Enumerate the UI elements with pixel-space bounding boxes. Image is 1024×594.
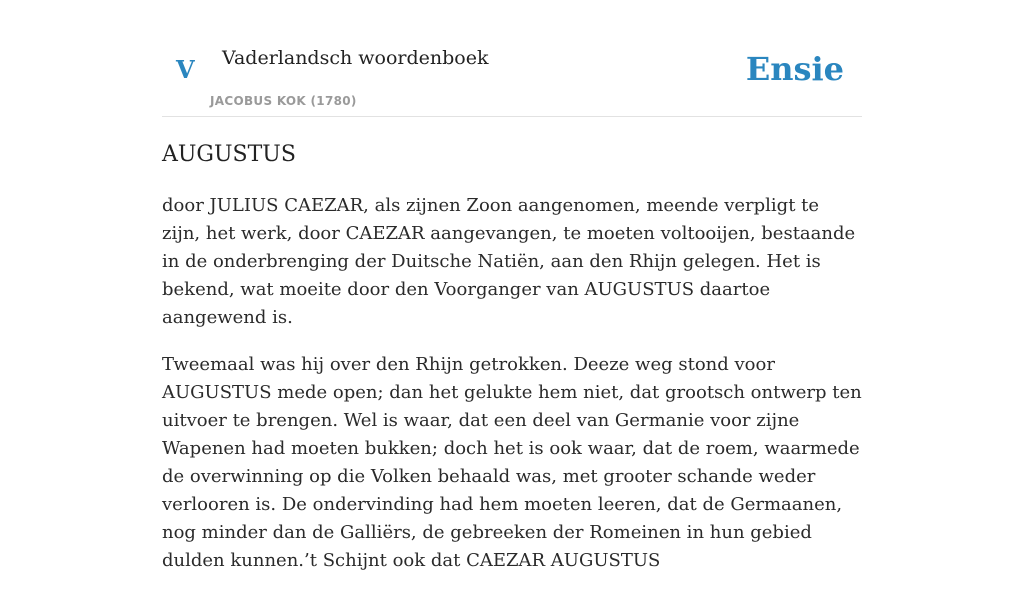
book-title[interactable]: Vaderlandsch woordenboek xyxy=(222,47,489,69)
entry-paragraph: Tweemaal was hij over den Rhijn getrokken. Deeze weg stond voor AUGUSTUS mede open; dan het gelukte hem niet, dat grootsch ontwerp ten uitvoer te brengen. Wel is waar, dat een deel van Germanie voor zijne Wapenen had moeten bukken; doch het is ook waar, dat de roem, waarmede de overwinning op die Volken behaald was, met grooter schande weder verlooren is. De ondervinding had hem moeten leeren, dat de Germaanen, nog minder dan de Galliërs, de gebreeken der Romeinen in hun gebied dulden kunnen.’t Schijnt ook dat CAEZAR AUGUSTUS xyxy=(162,354,862,571)
book-author: JACOBUS KOK (1780) xyxy=(210,94,357,108)
book-header xyxy=(162,0,862,117)
ensie-logo[interactable]: Ensie xyxy=(745,50,844,88)
entry-content xyxy=(162,192,862,594)
entry-title: AUGUSTUS xyxy=(162,142,296,167)
book-initial-icon[interactable]: V xyxy=(176,55,195,84)
entry-paragraph: door JULIUS CAEZAR, als zijnen Zoon aangenomen, meende verpligt te zijn, het werk, door CAEZAR aangevangen, te moeten voltooijen, bestaande in de onderbrenging der Duitsche Natiën, aan den Rhijn gelegen. Het is bekend, wat moeite door den Voorganger van AUGUSTUS daartoe aangewend is. xyxy=(162,195,856,328)
